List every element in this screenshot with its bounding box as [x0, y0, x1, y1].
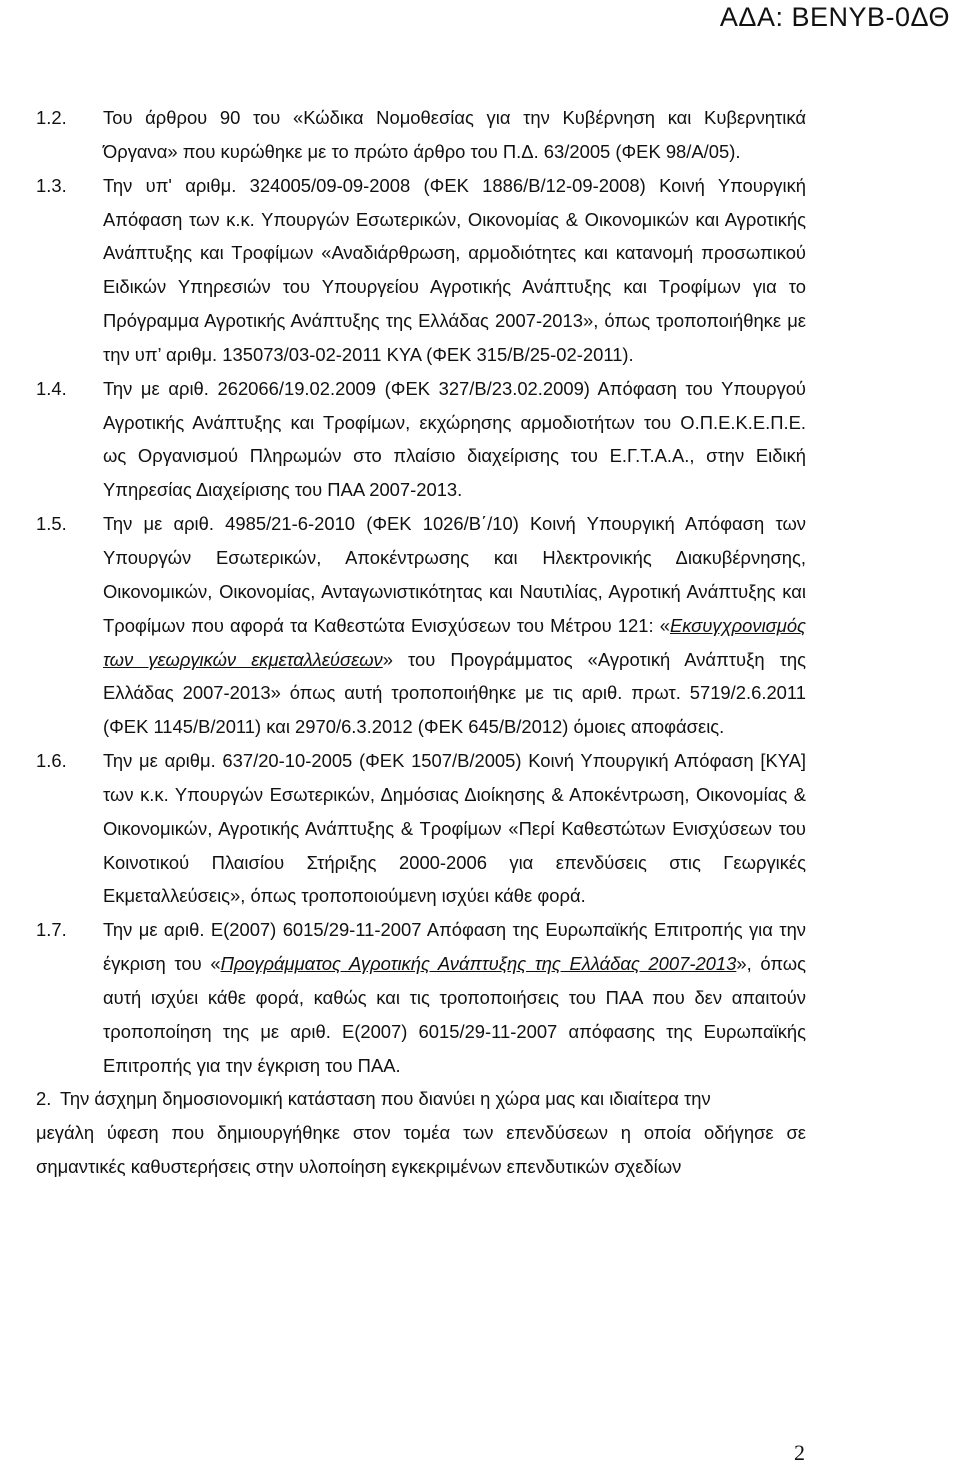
item-text-before: Την με αριθ. Ε(2007) 6015/29-11-2007 Απόφαση της Ευρωπαϊκής Επιτροπής για την έγκριση του « [103, 919, 806, 975]
measure-title-italic: Εκσυγχρονισμός των γεωργικών εκμεταλλεύσεων [103, 614, 806, 670]
item-number: 1.3. [36, 174, 67, 196]
list-item-1-7 [36, 913, 806, 1082]
item-number: 1.4. [36, 377, 67, 399]
list-item-1-4 [36, 372, 806, 507]
item-number: 1.7. [36, 919, 67, 941]
item-number: 1.6. [36, 750, 67, 772]
item-text [103, 507, 806, 744]
ada-header: ΑΔΑ: ΒΕΝΥΒ-0ΔΘ [719, 2, 950, 32]
list-item-2 [36, 1082, 806, 1184]
programme-title-italic: Προγράμματος Αγροτικής Ανάπτυξης της Ελλάδας 2007-2013 [220, 953, 737, 975]
page-number: 2 [794, 1440, 805, 1465]
item-text-first-line: Την άσχημη δημοσιονομική κατάσταση που διανύει η χώρα μας και ιδιαίτερα την [60, 1088, 711, 1110]
item-text: Του άρθρου 90 του «Κώδικα Νομοθεσίας για την Κυβέρνηση και Κυβερνητικά Όργανα» που κυρώθηκε με το πρώτο άρθρο του Π.Δ. 63/2005 (ΦΕΚ 98/Α/05). [103, 107, 806, 162]
item-text-before: Την με αριθ. 4985/21-6-2010 (ΦΕΚ 1026/Β΄/10) Κοινή Υπουργική Απόφαση των Υπουργών Εσωτερικών, Αποκέντρωσης και Ηλεκτρονικής Διακυβέρνησης, Οικονομικών, Οικονομίας, Ανταγωνιστικότητας και Ναυτιλίας, Αγροτική Ανάπτυξης και Τροφίμων που αφορά τα Καθεστώτα Ενισχύσεων του Μέτρου 121: « [103, 513, 806, 636]
item-text [103, 913, 806, 1082]
item-number: 2. [36, 1088, 52, 1110]
item-number: 1.5. [36, 513, 67, 535]
item-text-after: », όπως αυτή ισχύει κάθε φορά, καθώς και τις τροποποιήσεις του ΠΑΑ που δεν απαιτούν τροποποίηση της με αριθ. Ε(2007) 6015/29-11-2007 απόφασης της Ευρωπαϊκής Επιτροπής για την έγκριση του ΠΑΑ. [103, 953, 806, 1076]
item-text: Την υπ' αριθμ. 324005/09-09-2008 (ΦΕΚ 1886/Β/12-09-2008) Κοινή Υπουργική Απόφαση των κ.κ. Υπουργών Εσωτερικών, Οικονομίας & Οικονομικών και Αγροτικής Ανάπτυξης και Τροφίμων «Αναδιάρθρωση, αρμοδιότητες και κατανομή προσωπικού Ειδικών Υπηρεσιών του Υπουργείου Αγροτικής Ανάπτυξης και Τροφίμων για το Πρόγραμμα Αγροτικής Ανάπτυξης της Ελλάδας 2007-2013», όπως τροποποιήθηκε με την υπ’ αριθμ. 135073/03-02-2011 ΚΥΑ (ΦΕΚ 315/Β/25-02-2011). [103, 174, 806, 365]
item-text-after: » του Προγράμματος «Αγροτική Ανάπτυξη της Ελλάδας 2007-2013» όπως αυτή τροποποιήθηκε με τις αριθ. πρωτ. 5719/2.6.2011 (ΦΕΚ 1145/Β/2011) και 2970/6.3.2012 (ΦΕΚ 645/Β/2012) όμοιες αποφάσεις. [103, 648, 806, 738]
document-body [36, 101, 806, 1184]
item-text: Την με αριθ. 262066/19.02.2009 (ΦΕΚ 327/Β/23.02.2009) Απόφαση του Υπουργού Αγροτικής Ανάπτυξης και Τροφίμων, εκχώρησης αρμοδιοτήτων του Ο.Π.Ε.Κ.Ε.Π.Ε. ως Οργανισμού Πληρωμών στο πλαίσιο διαχείρισης του Ε.Γ.Τ.Α.Α., στην Ειδική Υπηρεσίας Διαχείρισης του ΠΑΑ 2007-2013. [103, 377, 806, 501]
list-item-1-2 [36, 101, 806, 169]
list-item-1-3 [36, 169, 806, 372]
item-text-rest: μεγάλη ύφεση που δημιουργήθηκε στον τομέα των επενδύσεων η οποία οδήγησε σε σημαντικές καθυστερήσεις στην υλοποίηση εγκεκριμένων επενδυτικών σχεδίων [36, 1122, 806, 1178]
list-item-1-5 [36, 507, 806, 744]
item-text: Την με αριθμ. 637/20-10-2005 (ΦΕΚ 1507/Β/2005) Κοινή Υπουργική Απόφαση [ΚΥΑ] των κ.κ. Υπουργών Εσωτερικών, Δημόσιας Διοίκησης & Αποκέντρωση, Οικονομίας & Οικονομικών, Αγροτικής Ανάπτυξης & Τροφίμων «Περί Καθεστώτων Ενισχύσεων του Κοινοτικού Πλαισίου Στήριξης 2000-2006 για επενδύσεις στις Γεωργικές Εκμεταλλεύσεις», όπως τροποποιούμενη ισχύει κάθε φορά. [103, 750, 806, 907]
list-item-1-6 [36, 744, 806, 913]
item-number: 1.2. [36, 107, 67, 128]
